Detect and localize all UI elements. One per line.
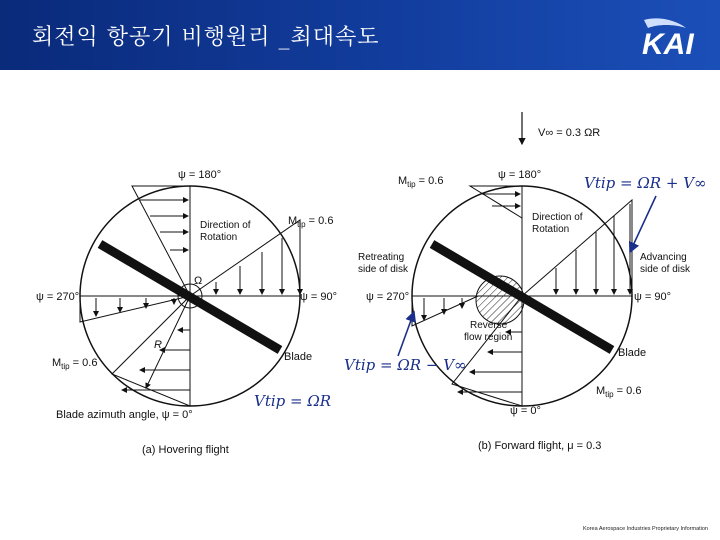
advancing-line1: Advancing <box>640 252 687 263</box>
formula-tip-advancing: Vtip = ΩR + V∞ <box>584 174 707 192</box>
forward-mtip-top: $M_{tip} = 0.6$ <box>398 175 444 189</box>
retreating-line2: side of disk <box>358 264 409 275</box>
forward-psi-180: ψ = 180° <box>498 169 542 181</box>
slide-title: 회전익 항공기 비행원리 _최대속도 <box>32 25 380 50</box>
hover-caption: (a) Hovering flight <box>142 444 229 456</box>
retreating-line1: Retreating <box>358 252 405 263</box>
hover-psi-180: ψ = 180° <box>178 169 222 181</box>
hover-mtip-right: $M_{tip} = 0.6$ <box>288 215 334 229</box>
forward-caption: (b) Forward flight, μ = 0.3 <box>478 440 602 452</box>
forward-psi-270: ψ = 270° <box>366 291 410 303</box>
forward-diagram <box>358 112 691 452</box>
footer-text: Korea Aerospace Industries Proprietary Information <box>582 526 708 532</box>
forward-velocity-triangle-left <box>412 296 478 326</box>
hover-radius-label: R <box>154 339 162 351</box>
forward-blade-label: Blade <box>618 347 647 359</box>
formula-tip-hover: Vtip = ΩR <box>254 392 332 410</box>
advancing-line2: side of disk <box>640 264 691 275</box>
hover-direction-line1: Direction of <box>200 220 251 231</box>
hover-azimuth-label: Blade azimuth angle, ψ = 0° <box>56 409 193 421</box>
hover-blade-label: Blade <box>284 351 313 363</box>
forward-direction-line2: Rotation <box>532 224 570 235</box>
reverse-line1: Reverse <box>470 320 508 331</box>
forward-mtip-bottom: $M_{tip} = 0.6$ <box>596 385 642 399</box>
hover-radius-arrow <box>146 296 190 388</box>
hover-psi-90: ψ = 90° <box>300 291 338 303</box>
formula-retreating-arrow <box>398 312 414 356</box>
forward-direction-line1: Direction of <box>532 212 583 223</box>
formula-tip-retreating: Vtip = ΩR − V∞ <box>344 356 467 374</box>
forward-velocity-triangle-top <box>470 186 522 218</box>
hover-direction-line2: Rotation <box>200 232 238 243</box>
hover-mtip-left: $M_{tip} = 0.6$ <box>52 357 98 371</box>
forward-psi-0: ψ = 0° <box>510 405 541 417</box>
freestream-label: V∞ = 0.3 ΩR <box>538 127 601 139</box>
reverse-line2: flow region <box>464 332 513 343</box>
formula-advancing-arrow <box>630 196 656 252</box>
logo-text: KAI <box>642 28 694 58</box>
hover-diagram <box>36 169 337 456</box>
hover-omega: Ω <box>194 275 203 287</box>
forward-psi-90: ψ = 90° <box>634 291 672 303</box>
hover-psi-270: ψ = 270° <box>36 291 80 303</box>
